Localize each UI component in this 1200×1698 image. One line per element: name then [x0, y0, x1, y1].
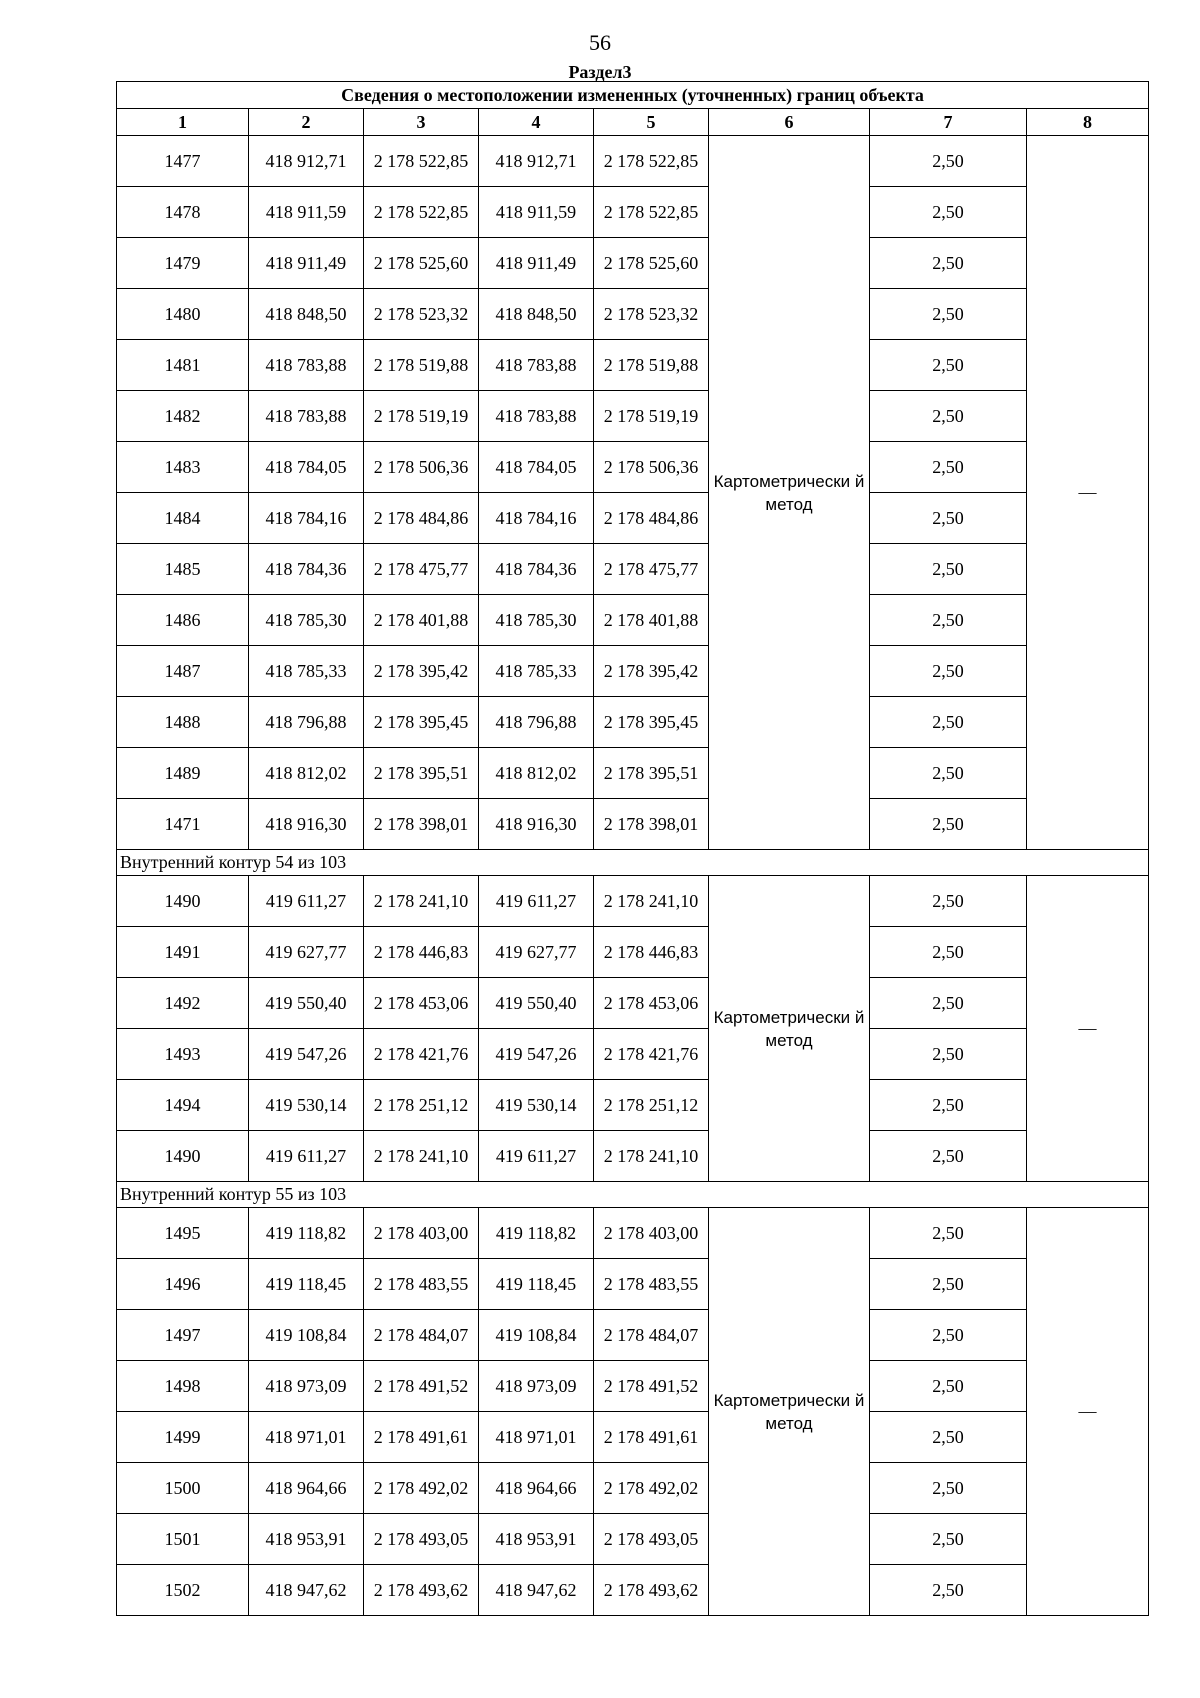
x-coordinate-cell: 419 611,27	[479, 876, 594, 927]
y-coordinate-cell: 2 178 519,88	[364, 340, 479, 391]
column-8-dash-cell: —	[1027, 1208, 1149, 1616]
column-number: 2	[249, 109, 364, 136]
table-row	[117, 187, 1149, 238]
accuracy-cell: 2,50	[870, 187, 1027, 238]
y-coordinate-cell: 2 178 241,10	[364, 1131, 479, 1182]
table-row	[117, 391, 1149, 442]
point-number-cell: 1483	[117, 442, 249, 493]
y-coordinate-cell: 2 178 491,52	[594, 1361, 709, 1412]
x-coordinate-cell: 418 973,09	[249, 1361, 364, 1412]
accuracy-cell: 2,50	[870, 748, 1027, 799]
table-row	[117, 748, 1149, 799]
y-coordinate-cell: 2 178 395,42	[594, 646, 709, 697]
x-coordinate-cell: 418 784,36	[479, 544, 594, 595]
y-coordinate-cell: 2 178 492,02	[364, 1463, 479, 1514]
y-coordinate-cell: 2 178 491,61	[364, 1412, 479, 1463]
table-body	[117, 136, 1149, 1616]
table-row	[117, 1208, 1149, 1259]
x-coordinate-cell: 418 783,88	[249, 340, 364, 391]
point-number-cell: 1478	[117, 187, 249, 238]
accuracy-cell: 2,50	[870, 1361, 1027, 1412]
x-coordinate-cell: 419 118,82	[249, 1208, 364, 1259]
x-coordinate-cell: 418 812,02	[249, 748, 364, 799]
y-coordinate-cell: 2 178 493,62	[594, 1565, 709, 1616]
point-number-cell: 1493	[117, 1029, 249, 1080]
x-coordinate-cell: 418 916,30	[249, 799, 364, 850]
table-row	[117, 1463, 1149, 1514]
table-row	[117, 544, 1149, 595]
section-title: Раздел3	[568, 62, 632, 82]
x-coordinate-cell: 418 848,50	[479, 289, 594, 340]
table-row	[117, 136, 1149, 187]
y-coordinate-cell: 2 178 421,76	[364, 1029, 479, 1080]
y-coordinate-cell: 2 178 491,61	[594, 1412, 709, 1463]
accuracy-cell: 2,50	[870, 697, 1027, 748]
y-coordinate-cell: 2 178 493,62	[364, 1565, 479, 1616]
table-row	[117, 493, 1149, 544]
point-number-cell: 1492	[117, 978, 249, 1029]
column-number: 3	[364, 109, 479, 136]
point-number-cell: 1471	[117, 799, 249, 850]
x-coordinate-cell: 419 611,27	[249, 876, 364, 927]
x-coordinate-cell: 418 912,71	[479, 136, 594, 187]
x-coordinate-cell: 418 947,62	[479, 1565, 594, 1616]
x-coordinate-cell: 418 784,16	[479, 493, 594, 544]
point-number-cell: 1496	[117, 1259, 249, 1310]
y-coordinate-cell: 2 178 446,83	[364, 927, 479, 978]
y-coordinate-cell: 2 178 484,86	[364, 493, 479, 544]
accuracy-cell: 2,50	[870, 646, 1027, 697]
y-coordinate-cell: 2 178 523,32	[594, 289, 709, 340]
y-coordinate-cell: 2 178 446,83	[594, 927, 709, 978]
column-number: 7	[870, 109, 1027, 136]
table-row	[117, 799, 1149, 850]
table-row	[117, 1565, 1149, 1616]
x-coordinate-cell: 418 796,88	[479, 697, 594, 748]
y-coordinate-cell: 2 178 398,01	[594, 799, 709, 850]
y-coordinate-cell: 2 178 523,32	[364, 289, 479, 340]
x-coordinate-cell: 418 784,36	[249, 544, 364, 595]
x-coordinate-cell: 418 783,88	[479, 391, 594, 442]
y-coordinate-cell: 2 178 241,10	[364, 876, 479, 927]
accuracy-cell: 2,50	[870, 442, 1027, 493]
y-coordinate-cell: 2 178 519,88	[594, 340, 709, 391]
y-coordinate-cell: 2 178 395,51	[594, 748, 709, 799]
x-coordinate-cell: 419 108,84	[479, 1310, 594, 1361]
point-number-cell: 1501	[117, 1514, 249, 1565]
table-caption-row	[117, 82, 1149, 109]
x-coordinate-cell: 419 118,45	[249, 1259, 364, 1310]
accuracy-cell: 2,50	[870, 238, 1027, 289]
point-number-cell: 1486	[117, 595, 249, 646]
accuracy-cell: 2,50	[870, 493, 1027, 544]
accuracy-cell: 2,50	[870, 799, 1027, 850]
y-coordinate-cell: 2 178 522,85	[594, 136, 709, 187]
y-coordinate-cell: 2 178 522,85	[364, 136, 479, 187]
x-coordinate-cell: 418 783,88	[479, 340, 594, 391]
point-number-cell: 1491	[117, 927, 249, 978]
x-coordinate-cell: 418 783,88	[249, 391, 364, 442]
accuracy-cell: 2,50	[870, 927, 1027, 978]
table-row	[117, 1080, 1149, 1131]
x-coordinate-cell: 418 971,01	[479, 1412, 594, 1463]
x-coordinate-cell: 418 973,09	[479, 1361, 594, 1412]
point-number-cell: 1477	[117, 136, 249, 187]
x-coordinate-cell: 418 971,01	[249, 1412, 364, 1463]
column-8-dash-cell: —	[1027, 876, 1149, 1182]
x-coordinate-cell: 419 627,77	[249, 927, 364, 978]
table-row	[117, 697, 1149, 748]
y-coordinate-cell: 2 178 453,06	[594, 978, 709, 1029]
method-cell: Картометрически й метод	[709, 876, 870, 1182]
y-coordinate-cell: 2 178 401,88	[594, 595, 709, 646]
x-coordinate-cell: 419 611,27	[479, 1131, 594, 1182]
point-number-cell: 1480	[117, 289, 249, 340]
y-coordinate-cell: 2 178 401,88	[364, 595, 479, 646]
point-number-cell: 1502	[117, 1565, 249, 1616]
y-coordinate-cell: 2 178 395,45	[594, 697, 709, 748]
column-number: 8	[1027, 109, 1149, 136]
y-coordinate-cell: 2 178 492,02	[594, 1463, 709, 1514]
x-coordinate-cell: 419 611,27	[249, 1131, 364, 1182]
y-coordinate-cell: 2 178 395,45	[364, 697, 479, 748]
y-coordinate-cell: 2 178 484,86	[594, 493, 709, 544]
x-coordinate-cell: 419 118,82	[479, 1208, 594, 1259]
point-number-cell: 1494	[117, 1080, 249, 1131]
x-coordinate-cell: 419 547,26	[479, 1029, 594, 1080]
point-number-cell: 1482	[117, 391, 249, 442]
x-coordinate-cell: 418 916,30	[479, 799, 594, 850]
accuracy-cell: 2,50	[870, 544, 1027, 595]
accuracy-cell: 2,50	[870, 1029, 1027, 1080]
y-coordinate-cell: 2 178 483,55	[594, 1259, 709, 1310]
y-coordinate-cell: 2 178 493,05	[364, 1514, 479, 1565]
x-coordinate-cell: 419 118,45	[479, 1259, 594, 1310]
point-number-cell: 1488	[117, 697, 249, 748]
point-number-cell: 1484	[117, 493, 249, 544]
x-coordinate-cell: 418 911,59	[249, 187, 364, 238]
table-row	[117, 1361, 1149, 1412]
y-coordinate-cell: 2 178 475,77	[594, 544, 709, 595]
x-coordinate-cell: 419 627,77	[479, 927, 594, 978]
x-coordinate-cell: 418 785,30	[479, 595, 594, 646]
accuracy-cell: 2,50	[870, 1310, 1027, 1361]
y-coordinate-cell: 2 178 491,52	[364, 1361, 479, 1412]
x-coordinate-cell: 419 550,40	[249, 978, 364, 1029]
x-coordinate-cell: 418 953,91	[479, 1514, 594, 1565]
y-coordinate-cell: 2 178 398,01	[364, 799, 479, 850]
x-coordinate-cell: 418 964,66	[479, 1463, 594, 1514]
y-coordinate-cell: 2 178 403,00	[364, 1208, 479, 1259]
table-row	[117, 238, 1149, 289]
contour-header-row	[117, 1182, 1149, 1208]
table-row	[117, 927, 1149, 978]
point-number-cell: 1479	[117, 238, 249, 289]
accuracy-cell: 2,50	[870, 595, 1027, 646]
y-coordinate-cell: 2 178 525,60	[364, 238, 479, 289]
column-number-row	[117, 109, 1149, 136]
method-cell: Картометрически й метод	[709, 136, 870, 850]
point-number-cell: 1495	[117, 1208, 249, 1259]
boundary-coordinates-table	[116, 81, 1149, 1616]
accuracy-cell: 2,50	[870, 876, 1027, 927]
x-coordinate-cell: 418 785,33	[249, 646, 364, 697]
table-row	[117, 876, 1149, 927]
y-coordinate-cell: 2 178 453,06	[364, 978, 479, 1029]
x-coordinate-cell: 418 796,88	[249, 697, 364, 748]
y-coordinate-cell: 2 178 395,42	[364, 646, 479, 697]
contour-header-row	[117, 850, 1149, 876]
y-coordinate-cell: 2 178 522,85	[364, 187, 479, 238]
table-row	[117, 442, 1149, 493]
y-coordinate-cell: 2 178 506,36	[364, 442, 479, 493]
column-number: 4	[479, 109, 594, 136]
y-coordinate-cell: 2 178 241,10	[594, 1131, 709, 1182]
x-coordinate-cell: 419 108,84	[249, 1310, 364, 1361]
y-coordinate-cell: 2 178 493,05	[594, 1514, 709, 1565]
y-coordinate-cell: 2 178 519,19	[594, 391, 709, 442]
y-coordinate-cell: 2 178 506,36	[594, 442, 709, 493]
accuracy-cell: 2,50	[870, 136, 1027, 187]
accuracy-cell: 2,50	[870, 340, 1027, 391]
table-row	[117, 646, 1149, 697]
accuracy-cell: 2,50	[870, 1080, 1027, 1131]
column-number: 5	[594, 109, 709, 136]
y-coordinate-cell: 2 178 483,55	[364, 1259, 479, 1310]
x-coordinate-cell: 418 964,66	[249, 1463, 364, 1514]
y-coordinate-cell: 2 178 395,51	[364, 748, 479, 799]
accuracy-cell: 2,50	[870, 1412, 1027, 1463]
x-coordinate-cell: 418 912,71	[249, 136, 364, 187]
point-number-cell: 1498	[117, 1361, 249, 1412]
table-row	[117, 1259, 1149, 1310]
table-row	[117, 1412, 1149, 1463]
x-coordinate-cell: 419 530,14	[249, 1080, 364, 1131]
x-coordinate-cell: 419 547,26	[249, 1029, 364, 1080]
table-caption: Сведения о местоположении измененных (уточненных) границ объекта	[117, 82, 1149, 109]
table-row	[117, 1310, 1149, 1361]
x-coordinate-cell: 418 947,62	[249, 1565, 364, 1616]
point-number-cell: 1499	[117, 1412, 249, 1463]
table-row	[117, 978, 1149, 1029]
x-coordinate-cell: 419 530,14	[479, 1080, 594, 1131]
y-coordinate-cell: 2 178 522,85	[594, 187, 709, 238]
x-coordinate-cell: 419 550,40	[479, 978, 594, 1029]
y-coordinate-cell: 2 178 484,07	[364, 1310, 479, 1361]
x-coordinate-cell: 418 911,49	[479, 238, 594, 289]
y-coordinate-cell: 2 178 519,19	[364, 391, 479, 442]
contour-label: Внутренний контур 54 из 103	[117, 850, 1149, 876]
point-number-cell: 1485	[117, 544, 249, 595]
accuracy-cell: 2,50	[870, 391, 1027, 442]
accuracy-cell: 2,50	[870, 1208, 1027, 1259]
x-coordinate-cell: 418 784,05	[479, 442, 594, 493]
y-coordinate-cell: 2 178 251,12	[594, 1080, 709, 1131]
contour-label: Внутренний контур 55 из 103	[117, 1182, 1149, 1208]
y-coordinate-cell: 2 178 421,76	[594, 1029, 709, 1080]
x-coordinate-cell: 418 784,16	[249, 493, 364, 544]
y-coordinate-cell: 2 178 484,07	[594, 1310, 709, 1361]
table-row	[117, 595, 1149, 646]
x-coordinate-cell: 418 953,91	[249, 1514, 364, 1565]
point-number-cell: 1481	[117, 340, 249, 391]
accuracy-cell: 2,50	[870, 978, 1027, 1029]
point-number-cell: 1490	[117, 876, 249, 927]
y-coordinate-cell: 2 178 241,10	[594, 876, 709, 927]
y-coordinate-cell: 2 178 403,00	[594, 1208, 709, 1259]
x-coordinate-cell: 418 911,49	[249, 238, 364, 289]
x-coordinate-cell: 418 785,30	[249, 595, 364, 646]
x-coordinate-cell: 418 785,33	[479, 646, 594, 697]
accuracy-cell: 2,50	[870, 1463, 1027, 1514]
x-coordinate-cell: 418 848,50	[249, 289, 364, 340]
accuracy-cell: 2,50	[870, 1259, 1027, 1310]
point-number-cell: 1489	[117, 748, 249, 799]
point-number-cell: 1500	[117, 1463, 249, 1514]
table-row	[117, 289, 1149, 340]
column-number: 6	[709, 109, 870, 136]
accuracy-cell: 2,50	[870, 1565, 1027, 1616]
point-number-cell: 1497	[117, 1310, 249, 1361]
accuracy-cell: 2,50	[870, 289, 1027, 340]
accuracy-cell: 2,50	[870, 1514, 1027, 1565]
accuracy-cell: 2,50	[870, 1131, 1027, 1182]
table-row	[117, 340, 1149, 391]
method-cell: Картометрически й метод	[709, 1208, 870, 1616]
x-coordinate-cell: 418 911,59	[479, 187, 594, 238]
point-number-cell: 1490	[117, 1131, 249, 1182]
y-coordinate-cell: 2 178 251,12	[364, 1080, 479, 1131]
table-row	[117, 1029, 1149, 1080]
column-8-dash-cell: —	[1027, 136, 1149, 850]
table-row	[117, 1514, 1149, 1565]
table-row	[117, 1131, 1149, 1182]
point-number-cell: 1487	[117, 646, 249, 697]
y-coordinate-cell: 2 178 525,60	[594, 238, 709, 289]
y-coordinate-cell: 2 178 475,77	[364, 544, 479, 595]
x-coordinate-cell: 418 812,02	[479, 748, 594, 799]
page-number: 56	[589, 30, 611, 55]
column-number: 1	[117, 109, 249, 136]
x-coordinate-cell: 418 784,05	[249, 442, 364, 493]
